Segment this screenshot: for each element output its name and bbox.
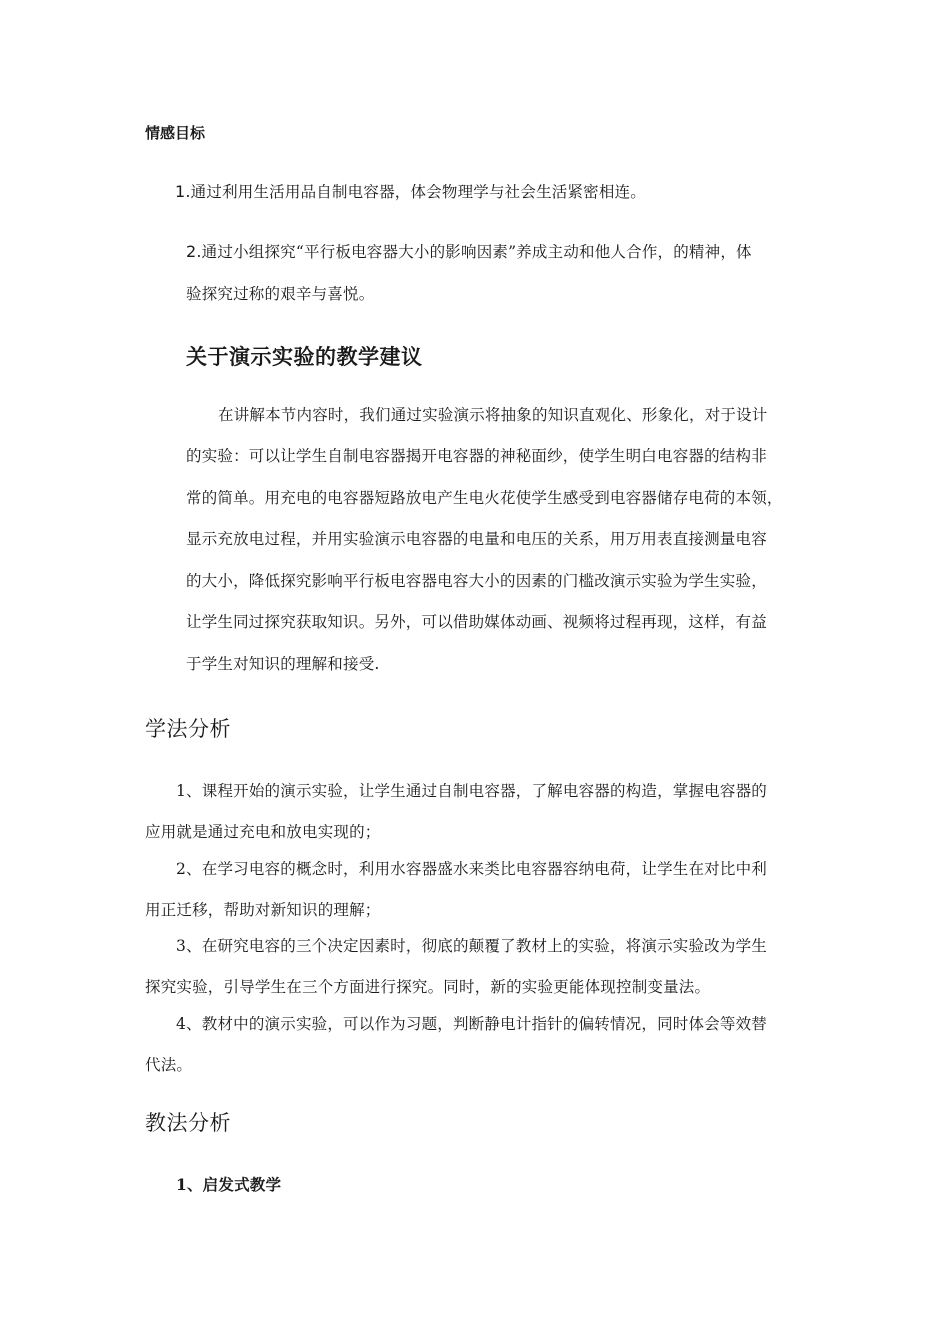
emotion-goals-heading: 情感目标: [145, 124, 206, 142]
learning-item-line: 3、在研究电容的三个决定因素时，彻底的颠覆了教材上的实验，将演示实验改为学生: [176, 937, 767, 955]
learning-item-line: 代法。: [145, 1056, 193, 1074]
demo-paragraph-line: 在讲解本节内容时，我们通过实验演示将抽象的知识直观化、形象化，对于设计: [218, 406, 768, 424]
demo-paragraph-line: 让学生同过探究获取知识。另外，可以借助媒体动画、视频将过程再现，这样，有益: [186, 613, 767, 631]
learning-analysis-heading: 学法分析: [145, 717, 231, 741]
learning-item-line: 2、在学习电容的概念时，利用水容器盛水来类比电容器容纳电荷，让学生在对比中利: [176, 860, 767, 878]
emotion-goal-item-2-line-2: 验探究过称的艰辛与喜悦。: [186, 285, 375, 303]
demo-paragraph-line: 的大小，降低探究影响平行板电容器电容大小的因素的门槛改演示实验为学生实验，: [186, 572, 767, 590]
emotion-goal-item-1-number: 1.: [175, 182, 191, 201]
learning-item-line: 用正迁移，帮助对新知识的理解；: [145, 901, 381, 919]
learning-item-line: 1、课程开始的演示实验，让学生通过自制电容器，了解电容器的构造，掌握电容器的: [176, 782, 767, 800]
learning-item-line: 4、教材中的演示实验，可以作为习题，判断静电计指针的偏转情况，同时体会等效替: [176, 1015, 767, 1033]
demo-paragraph-line: 显示充放电过程，并用实验演示电容器的电量和电压的关系，用万用表直接测量电容: [186, 530, 767, 548]
emotion-goal-item-1: [175, 180, 646, 202]
teaching-analysis-heading: 教法分析: [145, 1111, 231, 1135]
demo-paragraph-line: 常的简单。用充电的电容器短路放电产生电火花使学生感受到电容器储存电荷的本领，: [186, 489, 783, 507]
demo-suggestions-heading: 关于演示实验的教学建议: [186, 345, 423, 369]
demo-paragraph-line: 于学生对知识的理解和接受.: [186, 655, 380, 673]
teaching-item-1: 1、启发式教学: [176, 1175, 282, 1194]
emotion-goal-item-2: [186, 240, 752, 262]
emotion-goal-item-1-text: 通过利用生活用品自制电容器，体会物理学与社会生活紧密相连。: [190, 183, 646, 201]
emotion-goal-item-2-line-1: 通过小组探究“平行板电容器大小的影响因素”养成主动和他人合作，的精神，体: [201, 243, 752, 261]
learning-item-line: 应用就是通过充电和放电实现的；: [145, 823, 381, 841]
emotion-goal-item-2-number: 2.: [186, 242, 202, 261]
demo-paragraph-line: 的实验：可以让学生自制电容器揭开电容器的神秘面纱，使学生明白电容器的结构非: [186, 447, 767, 465]
learning-item-line: 探究实验，引导学生在三个方面进行探究。同时，新的实验更能体现控制变量法。: [145, 978, 711, 996]
